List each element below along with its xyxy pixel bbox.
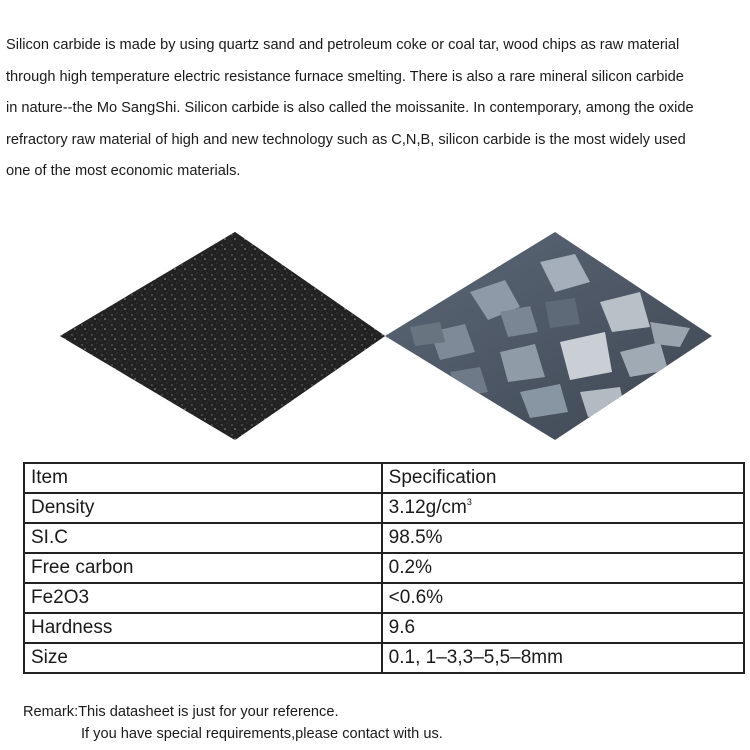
- table-row: [24, 643, 744, 673]
- intro-line: through high temperature electric resistance furnace smelting. There is also a rare mineral silicon carbide: [6, 68, 684, 85]
- spec-cell: 98.5%: [382, 523, 744, 553]
- spec-cell: 0.1, 1–3,3–5,5–8mm: [382, 643, 744, 673]
- product-images: [0, 232, 750, 442]
- silicon-carbide-lumps-image: [385, 232, 712, 440]
- remark-note: [23, 701, 443, 745]
- spec-cell: 0.2%: [382, 553, 744, 583]
- intro-line: refractory raw material of high and new technology such as C,N,B, silicon carbide is the most widely used: [6, 131, 686, 148]
- spec-value: 3.12g/cm: [388, 497, 467, 518]
- superscript: 3: [466, 497, 472, 507]
- remark-line-1: Remark:This datasheet is just for your reference.: [23, 704, 339, 720]
- item-cell: Size: [24, 643, 382, 673]
- silicon-carbide-powder-image: [60, 232, 385, 442]
- spec-cell: [382, 493, 744, 523]
- remark-line-2: If you have special requirements,please contact with us.: [81, 726, 443, 742]
- spec-cell: 9.6: [382, 613, 744, 643]
- item-cell: Fe2O3: [24, 583, 382, 613]
- header-item-cell: Item: [24, 463, 382, 493]
- intro-line: one of the most economic materials.: [6, 163, 241, 179]
- intro-line: in nature--the Mo SangShi. Silicon carbide is also called the moissanite. In contemporary, among the oxide: [6, 100, 694, 116]
- table-row: [24, 493, 744, 523]
- table-row: [24, 583, 744, 613]
- spec-cell: <0.6%: [382, 583, 744, 613]
- item-cell: Free carbon: [24, 553, 382, 583]
- item-cell: Hardness: [24, 613, 382, 643]
- table-header-row: [24, 463, 744, 493]
- intro-line: Silicon carbide is made by using quartz sand and petroleum coke or coal tar, wood chips as raw material: [6, 37, 680, 53]
- table-row: [24, 523, 744, 553]
- header-spec-cell: Specification: [382, 463, 744, 493]
- intro-paragraph: [6, 30, 746, 188]
- item-cell: Density: [24, 493, 382, 523]
- item-cell: SI.C: [24, 523, 382, 553]
- table-row: [24, 553, 744, 583]
- specification-table: [23, 462, 745, 674]
- table-row: [24, 613, 744, 643]
